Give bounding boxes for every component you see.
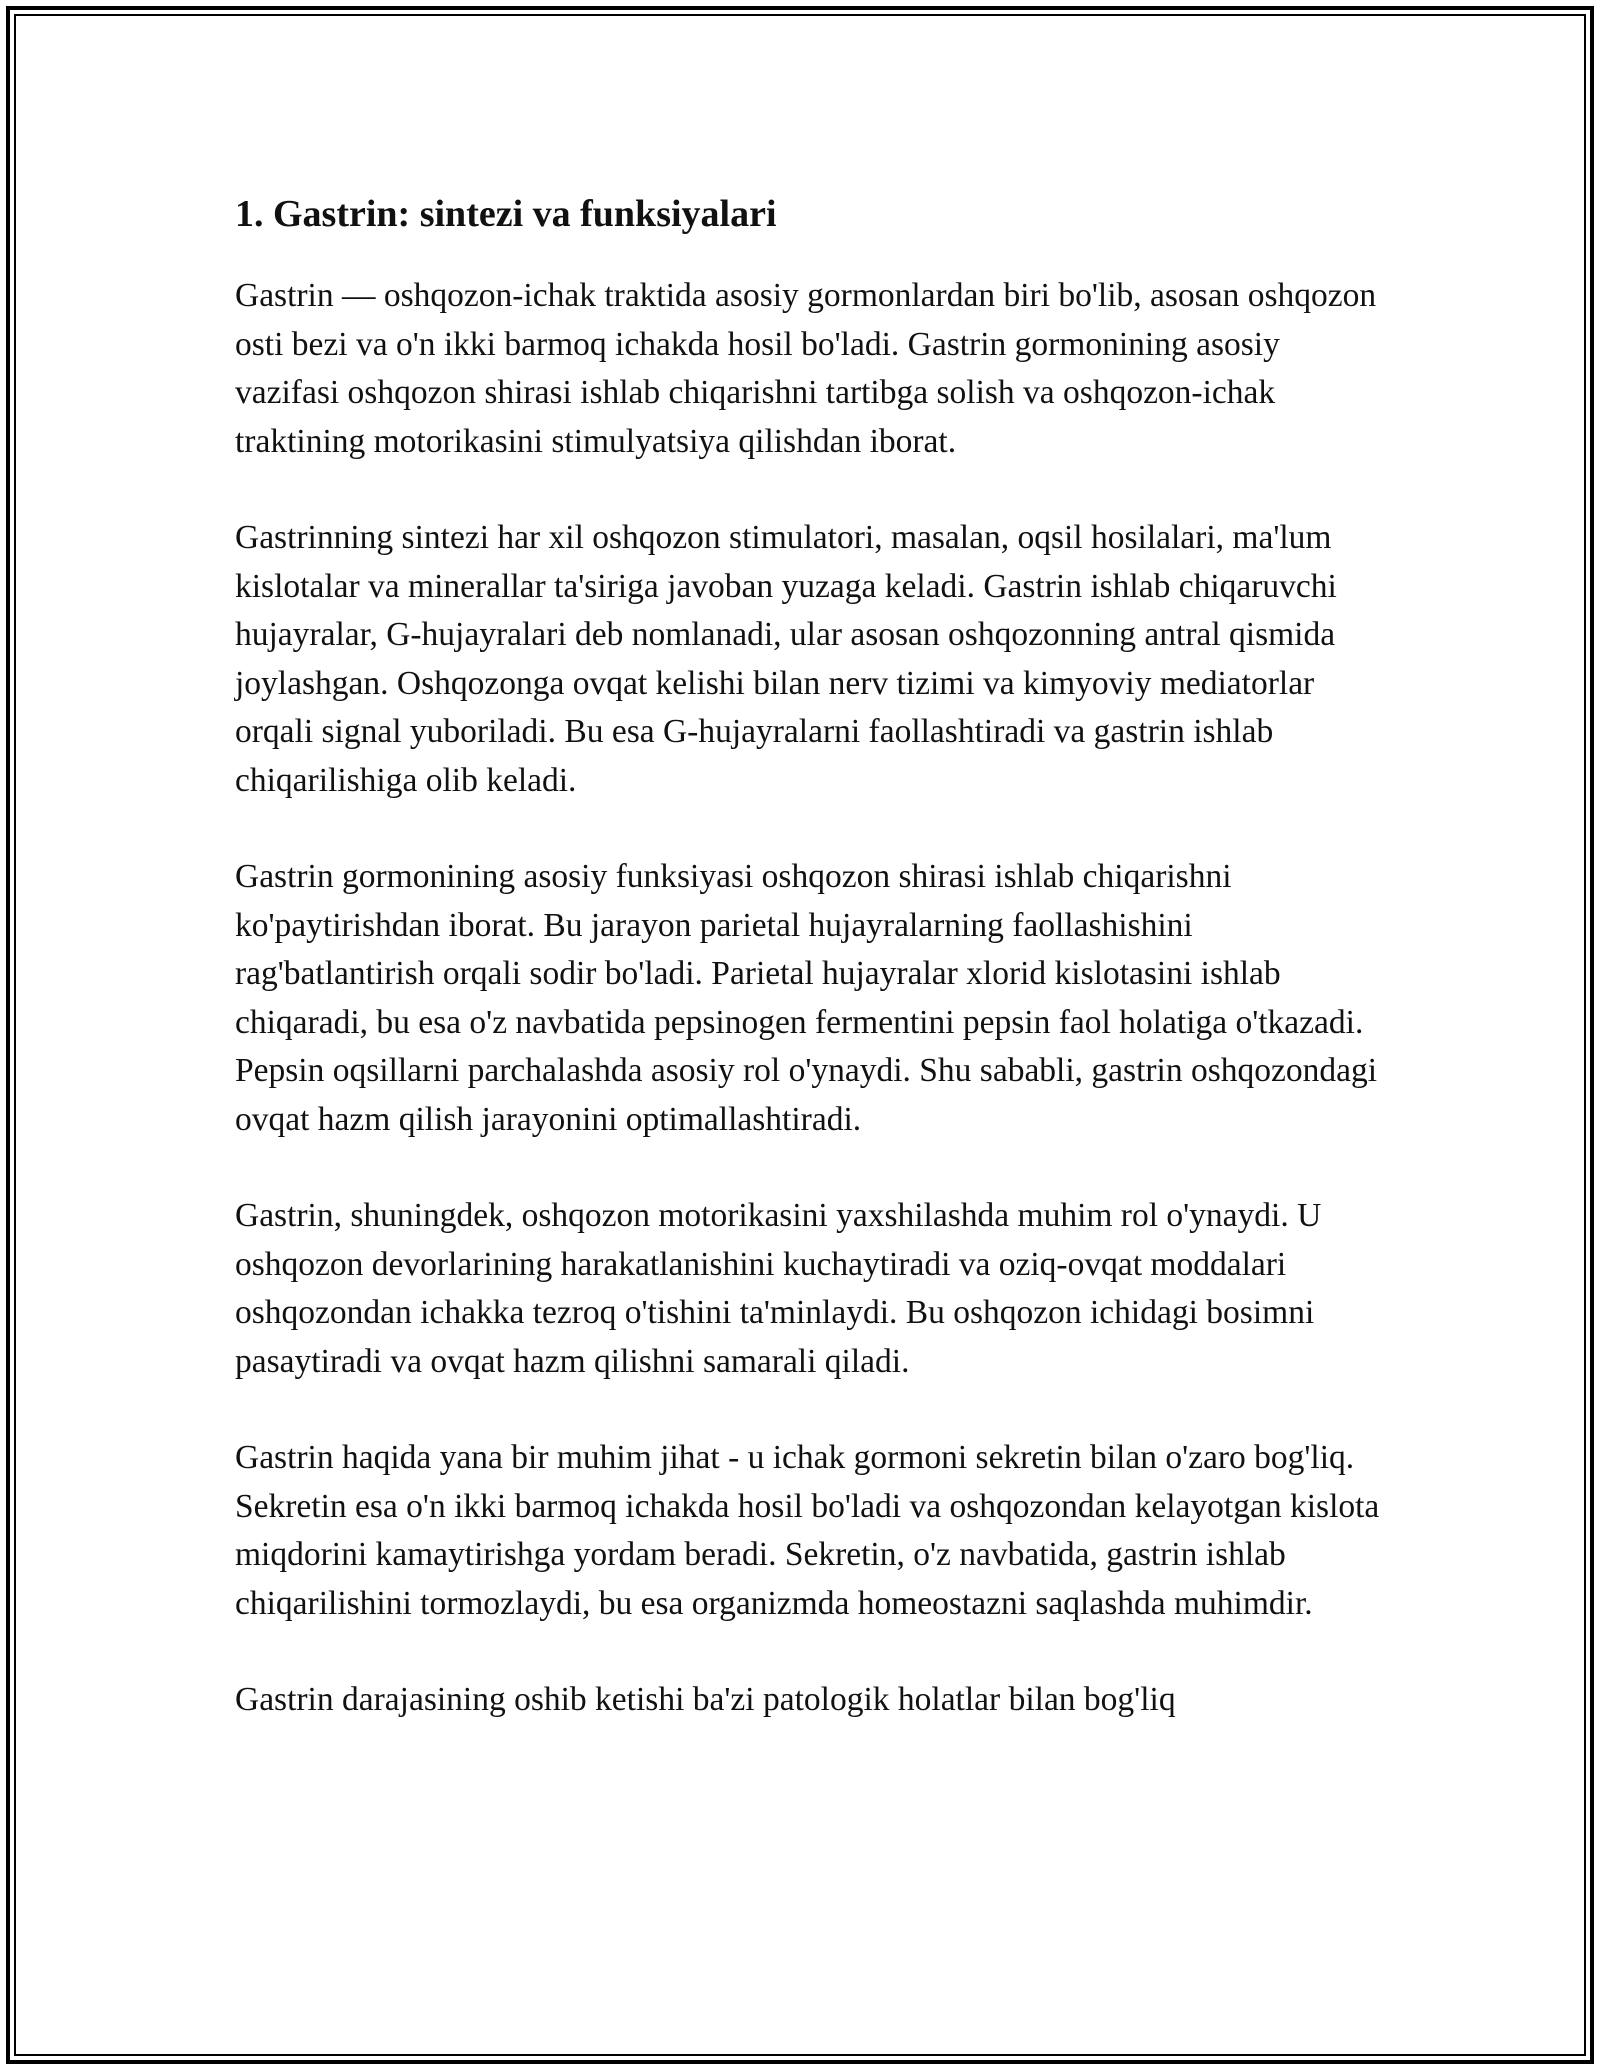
paragraph: Gastrinning sintezi har xil oshqozon stimulatori, masalan, oqsil hosilalari, ma'lum kislotalar va minerallar ta'siriga javoban yuzaga keladi. Gastrin ishlab chiqaruvchi hujayralar, G-hujayralari deb nomlanadi, ular asosan oshqozonning antral qismida joylashgan. Oshqozonga ovqat kelishi bilan nerv tizimi va kimyoviy mediatorlar orqali signal yuboriladi. Bu esa G-hujayralarni faollashtiradi va gastrin ishlab chiqarilishiga olib keladi. — [235, 519, 1337, 799]
paragraph: Gastrin, shuningdek, oshqozon motorikasini yaxshilashda muhim rol o'ynaydi. U oshqozon devorlarining harakatlanishini kuchaytiradi va oziq-ovqat moddalari oshqozondan ichakka tezroq o'tishini ta'minlaydi. Bu oshqozon ichidagi bosimni pasaytiradi va ovqat hazm qilishni samarali qiladi. — [235, 1197, 1322, 1380]
paragraph: Gastrin darajasining oshib ketishi ba'zi patologik holatlar bilan bog'liq — [235, 1681, 1176, 1718]
paragraph: Gastrin haqida yana bir muhim jihat - u ichak gormoni sekretin bilan o'zaro bog'liq. Sekretin esa o'n ikki barmoq ichakda hosil bo'ladi va oshqozondan kelayotgan kislota miqdorini kamaytirishga yordam beradi. Sekretin, o'z navbatida, gastrin ishlab chiqarilishini tormozlaydi, bu esa organizmda homeostazni saqlashda muhimdir. — [235, 1439, 1380, 1622]
paragraph: Gastrin gormonining asosiy funksiyasi oshqozon shirasi ishlab chiqarishni ko'paytirishdan iborat. Bu jarayon parietal hujayralarning faollashishini rag'batlantirish orqali sodir bo'ladi. Parietal hujayralar xlorid kislotasini ishlab chiqaradi, bu esa o'z navbatida pepsinogen fermentini pepsin faol holatiga o'tkazadi. Pepsin oqsillarni parchalashda asosiy rol o'ynaydi. Shu sababli, gastrin oshqozondagi ovqat hazm qilish jarayonini optimallashtiradi. — [235, 858, 1378, 1138]
document-body — [235, 186, 1385, 1725]
section-heading: 1. Gastrin: sintezi va funksiyalari — [235, 193, 777, 235]
paragraph: Gastrin — oshqozon-ichak traktida asosiy gormonlardan biri bo'lib, asosan oshqozon osti bezi va o'n ikki barmoq ichakda hosil bo'ladi. Gastrin gormonining asosiy vazifasi oshqozon shirasi ishlab chiqarishni tartibga solish va oshqozon-ichak traktining motorikasini stimulyatsiya qilishdan iborat. — [235, 277, 1377, 460]
